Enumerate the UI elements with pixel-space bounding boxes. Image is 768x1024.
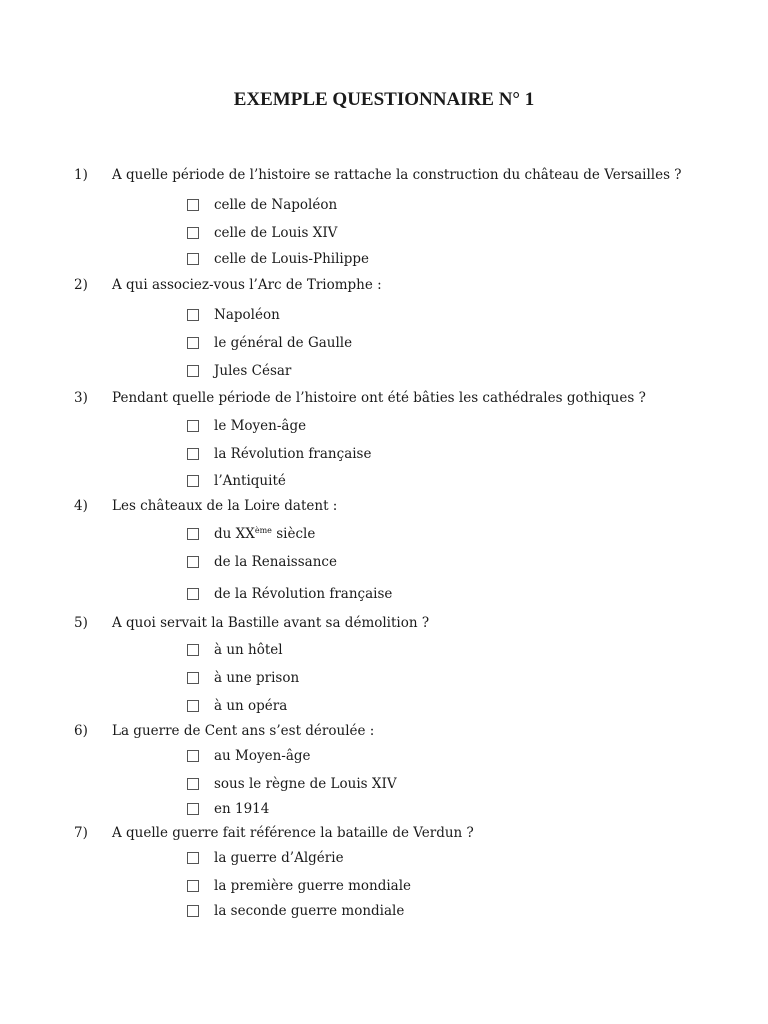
answer-checkbox[interactable] — [187, 700, 199, 712]
answer-checkbox[interactable] — [187, 448, 199, 460]
question-text: A quoi servait la Bastille avant sa démolition ? — [112, 615, 430, 631]
answer-checkbox[interactable] — [187, 365, 199, 377]
answer-checkbox[interactable] — [187, 199, 199, 211]
answer-checkbox[interactable] — [187, 880, 199, 892]
answer-option-label: à un opéra — [214, 698, 288, 714]
answer-checkbox[interactable] — [187, 337, 199, 349]
question-number: 7) — [74, 825, 88, 841]
answer-option-label: la première guerre mondiale — [214, 878, 412, 894]
question-text: A qui associez-vous l’Arc de Triomphe : — [112, 277, 382, 293]
question-text: Pendant quelle période de l’histoire ont été bâties les cathédrales gothiques ? — [112, 390, 646, 406]
question-number: 3) — [74, 390, 88, 406]
answer-checkbox[interactable] — [187, 778, 199, 790]
answer-checkbox[interactable] — [187, 420, 199, 432]
answer-option-label: le général de Gaulle — [214, 335, 353, 351]
answer-option-label: sous le règne de Louis XIV — [214, 776, 397, 792]
answer-option-label: la seconde guerre mondiale — [214, 903, 405, 919]
answer-checkbox[interactable] — [187, 672, 199, 684]
answer-checkbox[interactable] — [187, 750, 199, 762]
answer-option-label: la Révolution française — [214, 446, 372, 462]
answer-option-label: celle de Louis XIV — [214, 225, 338, 241]
answer-option-label: à un hôtel — [214, 642, 283, 658]
question-number: 6) — [74, 723, 88, 739]
answer-checkbox[interactable] — [187, 588, 199, 600]
answer-checkbox[interactable] — [187, 309, 199, 321]
question-number: 4) — [74, 498, 88, 514]
document-title: EXEMPLE QUESTIONNAIRE N° 1 — [233, 89, 535, 110]
answer-option-label: de la Révolution française — [214, 586, 393, 602]
answer-checkbox[interactable] — [187, 475, 199, 487]
answer-option-label: celle de Louis-Philippe — [214, 251, 369, 267]
answer-option-label: en 1914 — [214, 801, 270, 817]
answer-option-label: la guerre d’Algérie — [214, 850, 344, 866]
answer-checkbox[interactable] — [187, 852, 199, 864]
answer-checkbox[interactable] — [187, 905, 199, 917]
answer-checkbox[interactable] — [187, 556, 199, 568]
answer-option-label: Jules César — [214, 363, 292, 379]
answer-checkbox[interactable] — [187, 644, 199, 656]
answer-option-label: l’Antiquité — [214, 473, 286, 489]
answer-option-label: au Moyen-âge — [214, 748, 311, 764]
question-text: Les châteaux de la Loire datent : — [112, 498, 338, 514]
superscript: ème — [254, 526, 272, 535]
question-number: 5) — [74, 615, 88, 631]
answer-option-label: du XXème siècle — [214, 526, 316, 542]
question-number: 2) — [74, 277, 88, 293]
question-text: La guerre de Cent ans s’est déroulée : — [112, 723, 375, 739]
answer-option-label: à une prison — [214, 670, 300, 686]
answer-checkbox[interactable] — [187, 227, 199, 239]
answer-option-label: le Moyen-âge — [214, 418, 307, 434]
answer-option-label: de la Renaissance — [214, 554, 337, 570]
answer-checkbox[interactable] — [187, 803, 199, 815]
answer-option-label: celle de Napoléon — [214, 197, 338, 213]
answer-option-label: Napoléon — [214, 307, 280, 323]
question-text: A quelle période de l’histoire se rattache la construction du château de Versailles ? — [112, 167, 682, 183]
answer-checkbox[interactable] — [187, 253, 199, 265]
answer-checkbox[interactable] — [187, 528, 199, 540]
question-text: A quelle guerre fait référence la bataille de Verdun ? — [112, 825, 474, 841]
question-number: 1) — [74, 167, 88, 183]
